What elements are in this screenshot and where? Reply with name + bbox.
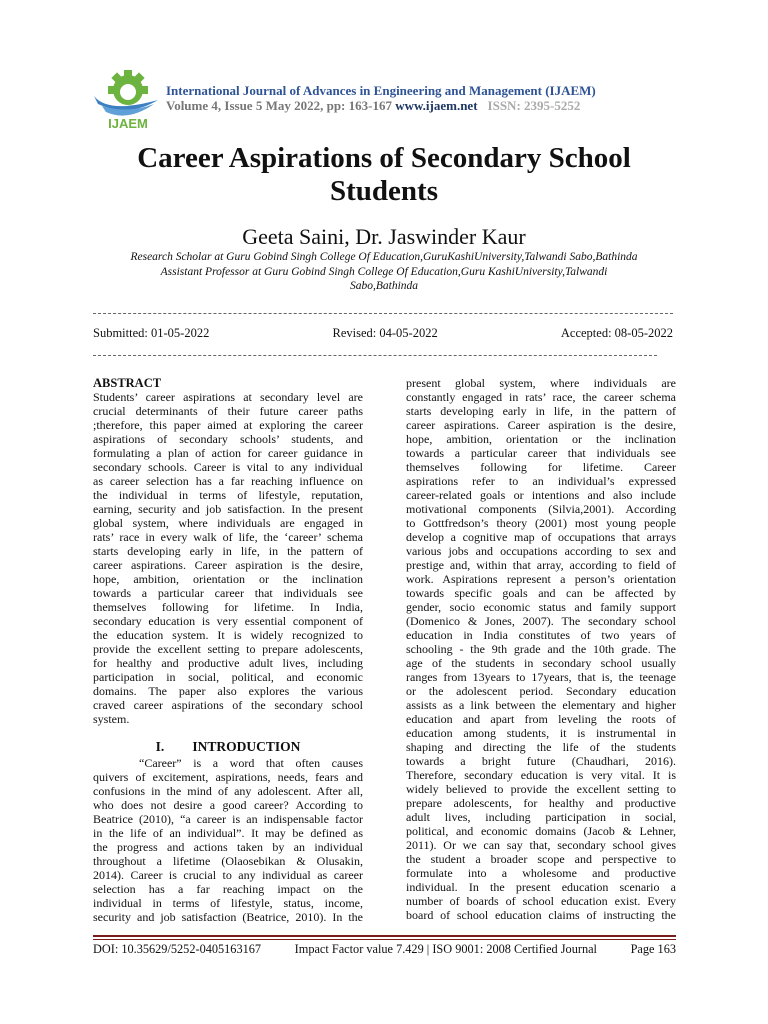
text-line: to Gottfredson’s theory (2001) most young people bbox=[406, 516, 676, 530]
text-line: board of school education claims of instructing the bbox=[406, 908, 676, 922]
text-line: ;therefore, this paper aimed at exploring the career bbox=[93, 418, 363, 432]
text-line: aspirations of secondary schools’ students, and bbox=[93, 432, 363, 446]
text-line: selection has a far reaching impact on the bbox=[93, 882, 363, 896]
text-line: number of boards of school education exist. Every bbox=[406, 894, 676, 908]
text-line: the progress and actions taken by an individual bbox=[93, 840, 363, 854]
section-number: I. bbox=[155, 739, 165, 754]
text-line: develop a cognitive map of occupations that arrays bbox=[406, 530, 676, 544]
impact-factor: Impact Factor value 7.429 | ISO 9001: 2008 Certified Journal bbox=[294, 942, 597, 956]
authors: Geeta Saini, Dr. Jaswinder Kaur bbox=[242, 224, 526, 249]
text-line: the education system. It is widely recognized to bbox=[93, 628, 363, 642]
text-line: schooling - the 9th grade and the 10th grade. The bbox=[406, 642, 676, 656]
text-line: secondary schools. Career is vital to any individual bbox=[93, 460, 363, 474]
volume-info bbox=[166, 98, 580, 114]
text-line: career aspirations. Career aspiration is the desire, bbox=[93, 558, 363, 572]
divider bbox=[93, 313, 673, 314]
abstract-body bbox=[93, 390, 363, 726]
doi: DOI: 10.35629/5252-0405163167 bbox=[93, 942, 262, 956]
affiliation-line: Assistant Professor at Guru Gobind Singh College Of Education,Guru KashiUniversity,Talwandi bbox=[160, 265, 608, 278]
text-line: prestige and, within that array, according to field of bbox=[406, 558, 676, 572]
text-line: towards specific goals and can be affected by bbox=[406, 586, 676, 600]
right-column bbox=[406, 376, 676, 922]
text-line: career-related goals or intentions and also include bbox=[406, 488, 676, 502]
text-line: the student a broader scope and perspective to bbox=[406, 852, 676, 866]
text-line: domains. The paper also explores the various bbox=[93, 684, 363, 698]
text-line: education among students, it is instrumental in bbox=[406, 726, 676, 740]
text-line: motivational components (Silvia,2001). According bbox=[406, 502, 676, 516]
text-line: hope, ambition, orientation or the inclination bbox=[406, 432, 676, 446]
title-line: Career Aspirations of Secondary School bbox=[137, 142, 631, 174]
text-line: as career selection has a far reaching influence on bbox=[93, 474, 363, 488]
text-line: present global system, where individuals are bbox=[406, 376, 676, 390]
text-line: formulating a plan of action for career guidance in bbox=[93, 446, 363, 460]
text-line: starts developing early in life, in the pattern of bbox=[93, 544, 363, 558]
text-line: constantly engaged in rats’ race, the career schema bbox=[406, 390, 676, 404]
affiliation-line: Research Scholar at Guru Gobind Singh College Of Education,GuruKashiUniversity,Talwandi Sabo,Bathinda bbox=[130, 251, 638, 263]
text-line: security and job satisfaction (Beatrice, 2010). In the bbox=[93, 910, 363, 924]
introduction-body bbox=[93, 756, 363, 924]
left-column bbox=[93, 376, 363, 924]
text-line: “Career” is a word that often causes bbox=[139, 756, 363, 770]
abstract-heading: ABSTRACT bbox=[93, 376, 162, 390]
introduction-continued bbox=[406, 376, 676, 922]
text-line: education and apart from leveling the roots of bbox=[406, 712, 676, 726]
text-line: secondary education is very essential component of bbox=[93, 614, 363, 628]
section-heading-introduction bbox=[93, 738, 363, 756]
text-line: starts developing early in life, in the pattern of bbox=[406, 404, 676, 418]
affiliations bbox=[60, 250, 708, 294]
text-line: who does not desire a good career? According to bbox=[93, 798, 363, 812]
text-line: adult lives, including participation in social, bbox=[406, 810, 676, 824]
text-line: prepare adolescents, for healthy and productive bbox=[406, 796, 676, 810]
submitted-date: Submitted: 01-05-2022 bbox=[93, 326, 210, 340]
text-line: political, and economic domains (Jacob & Lehner, bbox=[406, 824, 676, 838]
page-footer bbox=[93, 942, 676, 957]
text-line: towards a particular career that individuals see bbox=[93, 586, 363, 600]
paper-title bbox=[60, 142, 708, 208]
text-line: age of the students in secondary school usually bbox=[406, 656, 676, 670]
text-line: craved career aspirations of the secondary school bbox=[93, 698, 363, 712]
journal-url[interactable]: www.ijaem.net bbox=[395, 98, 478, 113]
affiliation-line: Sabo,Bathinda bbox=[349, 280, 419, 292]
section-title: INTRODUCTION bbox=[192, 739, 301, 754]
svg-text:IJAEM: IJAEM bbox=[108, 116, 148, 131]
journal-logo bbox=[88, 66, 164, 132]
text-line: or the adolescent period. Secondary education bbox=[406, 684, 676, 698]
text-line: earning, security and job satisfaction. In the present bbox=[93, 502, 363, 516]
text-line: formulate into a wholesome and productive bbox=[406, 866, 676, 880]
footer-rule bbox=[93, 939, 676, 940]
footer-rule bbox=[93, 935, 676, 937]
text-line: education in India constitutes of two years of bbox=[406, 628, 676, 642]
text-line: themselves following for lifetime. Career bbox=[406, 460, 676, 474]
text-line: 2014). Career is crucial to any individual as career bbox=[93, 868, 363, 882]
text-line: gender, socio economic status and family support bbox=[406, 600, 676, 614]
text-line: 2011). Or we can say that, secondary school gives bbox=[406, 838, 676, 852]
text-line: individual in terms of lifestyle, status, income, bbox=[93, 896, 363, 910]
text-line: aspirations refer to an individual’s expressed bbox=[406, 474, 676, 488]
text-line: Students’ career aspirations at secondary level are bbox=[93, 390, 363, 404]
page-number: Page 163 bbox=[630, 942, 676, 956]
text-line: throughout a lifetime (Olaosebikan & Olusakin, bbox=[93, 854, 363, 868]
text-line: individual. In the present education scenario a bbox=[406, 880, 676, 894]
issn: ISSN: 2395-5252 bbox=[487, 98, 581, 113]
text-line: crucial determinants of their future career paths bbox=[93, 404, 363, 418]
dates-row bbox=[93, 326, 673, 341]
volume-text: Volume 4, Issue 5 May 2022, pp: 163-167 bbox=[166, 98, 392, 113]
text-line: themselves following for lifetime. In India, bbox=[93, 600, 363, 614]
text-line: assists as a link between the elementary and higher bbox=[406, 698, 676, 712]
title-line: Students bbox=[330, 175, 438, 207]
text-line: in the life of an individual”. It may be defined as bbox=[93, 826, 363, 840]
text-line: confusions in the mind of any adolescent. After all, bbox=[93, 784, 363, 798]
text-line: shaping and directing the life of the students bbox=[406, 740, 676, 754]
text-line: participation in social, political, and economic bbox=[93, 670, 363, 684]
text-line: rats’ race in every walk of life, the ‘career’ schema bbox=[93, 530, 363, 544]
text-line: ranges from 13years to 17years, that is, the teenage bbox=[406, 670, 676, 684]
text-line: towards a particular career that individuals see bbox=[406, 446, 676, 460]
text-line: Beatrice (2010), “a career is an indispensable factor bbox=[93, 812, 363, 826]
text-line: career aspirations. Career aspiration is the desire, bbox=[406, 418, 676, 432]
text-line: towards a bright future (Chaudhari, 2016). bbox=[406, 754, 676, 768]
revised-date: Revised: 04-05-2022 bbox=[332, 326, 438, 340]
divider bbox=[93, 355, 657, 356]
text-line: various jobs and occupations according to sex and bbox=[406, 544, 676, 558]
text-line: system. bbox=[93, 712, 130, 726]
text-line: the individual in terms of lifestyle, reputation, bbox=[93, 488, 363, 502]
text-line: Therefore, secondary education is very vital. It is bbox=[406, 768, 676, 782]
text-line: provide the excellent setting to prepare adolescents, bbox=[93, 642, 363, 656]
text-line: widely believed to provide the excellent setting to bbox=[406, 782, 676, 796]
text-line: global system, where individuals are engaged in bbox=[93, 516, 363, 530]
accepted-date: Accepted: 08-05-2022 bbox=[560, 326, 673, 340]
text-line: quivers of excitement, aspirations, needs, fears and bbox=[93, 770, 363, 784]
journal-name: International Journal of Advances in Engineering and Management (IJAEM) bbox=[166, 83, 596, 98]
text-line: work. Aspirations represent a person’s orientation bbox=[406, 572, 676, 586]
text-line: for healthy and productive adult lives, including bbox=[93, 656, 363, 670]
text-line: hope, ambition, orientation or the inclination bbox=[93, 572, 363, 586]
text-line: (Domenico & Jones, 2007). The secondary school bbox=[406, 614, 676, 628]
